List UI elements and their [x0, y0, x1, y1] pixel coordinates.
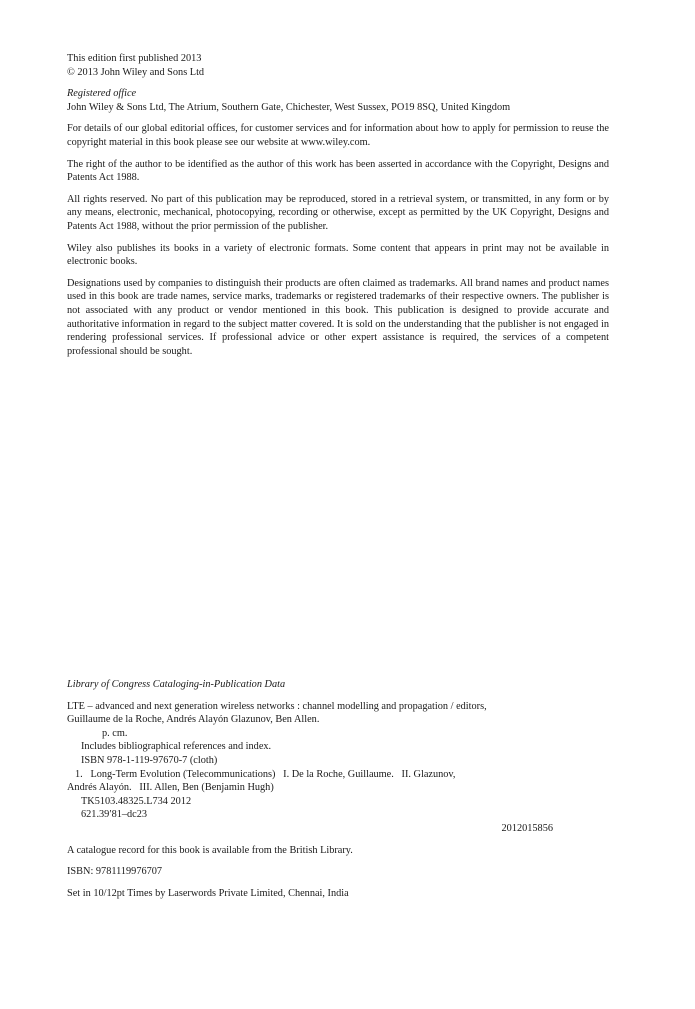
british-library-note: A catalogue record for this book is available from the British Library. — [67, 844, 353, 856]
cip-includes: Includes bibliographical references and index. — [81, 741, 272, 753]
cip-classification-1: TK5103.48325.L734 2012 — [81, 795, 192, 807]
moral-right-paragraph: The right of the author to be identified as the author of this work has been asserted in accordance with the Copyright, Designs and Patents Act 1988. — [67, 158, 609, 184]
copyright-page-body — [67, 52, 609, 366]
cip-heading: Library of Congress Cataloging-in-Publication Data — [67, 679, 286, 690]
cip-title-line-1: LTE – advanced and next generation wireless networks : channel modelling and propagation / editors, — [67, 700, 487, 712]
cip-title-line-2: Guillaume de la Roche, Andrés Alayón Glazunov, Ben Allen. — [67, 714, 320, 726]
typeset-note: Set in 10/12pt Times by Laserwords Private Limited, Chennai, India — [67, 887, 349, 899]
cip-subjects-line-2: Andrés Alayón. III. Allen, Ben (Benjamin Hugh) — [67, 782, 274, 794]
rights-reserved-paragraph: All rights reserved. No part of this publication may be reproduced, stored in a retrieval system, or transmitted, in any form or by any means, electronic, mechanical, photocopying, recording or otherwise, except as permitted by the UK Copyright, Designs and Patents Act 1988, without the prior permission of the publisher. — [67, 193, 609, 232]
electronic-formats-paragraph: Wiley also publishes its books in a variety of electronic formats. Some content that appears in print may not be available in electronic books. — [67, 242, 609, 268]
cip-record — [67, 700, 609, 836]
cip-isbn: ISBN 978-1-119-97670-7 (cloth) — [81, 754, 218, 766]
cip-section — [67, 678, 609, 908]
isbn-plain: ISBN: 9781119976707 — [67, 866, 163, 878]
designations-paragraph: Designations used by companies to distinguish their products are often claimed as trademarks. All brand names and product names used in this book are trade names, service marks, trademarks or registered trademarks of their respective owners. The publisher is not associated with any product or vendor mentioned in this book. This publication is designed to provide accurate and authoritative information in regard to the subject matter covered. It is sold on the understanding that the publisher is not engaged in rendering professional services. If professional advice or other expert assistance is required, the services of a competent professional should be sought. — [67, 277, 609, 357]
cip-pages: p. cm. — [102, 727, 128, 739]
registered-office-address: John Wiley & Sons Ltd, The Atrium, Southern Gate, Chichester, West Sussex, PO19 8SQ, United Kingdom — [67, 101, 511, 113]
edition-block — [67, 52, 609, 79]
cip-classification-2: 621.39′81–dc23 — [81, 809, 148, 821]
registered-office-block — [67, 87, 609, 114]
registered-office-heading: Registered office — [67, 88, 137, 100]
copyright-line: © 2013 John Wiley and Sons Ltd — [67, 66, 205, 78]
cip-lccn: 2012015856 — [501, 822, 553, 834]
offices-paragraph: For details of our global editorial offices, for customer services and for information about how to apply for permission to reuse the copyright material in this book please see our website at www.wiley.com. — [67, 123, 609, 148]
edition-line: This edition first published 2013 — [67, 53, 202, 64]
cip-subjects-line-1: 1. Long-Term Evolution (Telecommunications) I. De la Roche, Guillaume. II. Glazunov, — [75, 768, 456, 780]
